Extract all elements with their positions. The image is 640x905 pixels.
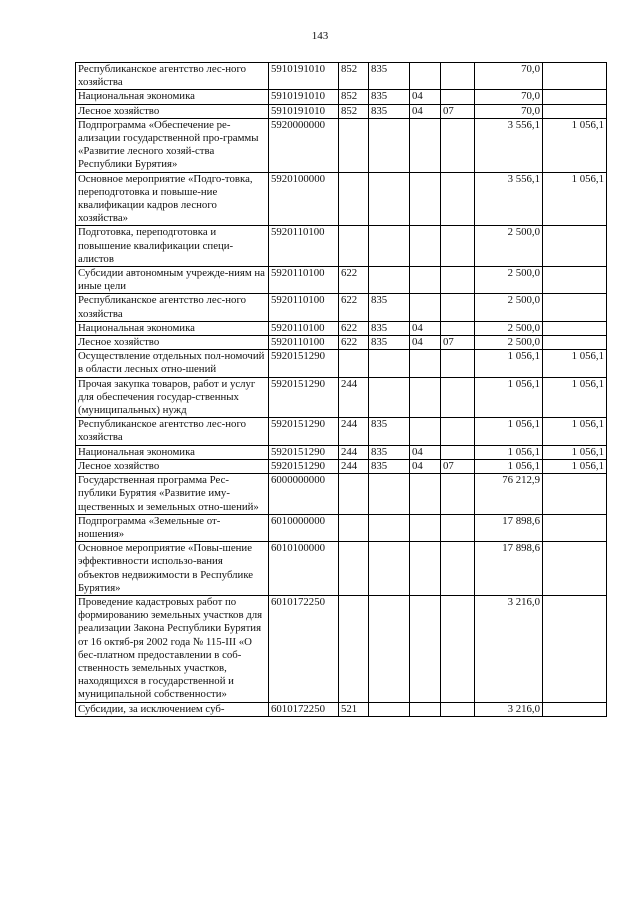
expense-type-cell bbox=[339, 542, 369, 596]
section-code-cell: 04 bbox=[410, 459, 441, 473]
section-code-cell bbox=[410, 63, 441, 90]
amount-cell: 3 216,0 bbox=[475, 702, 543, 716]
section-code-cell bbox=[410, 118, 441, 172]
subvention-amount-cell bbox=[543, 336, 607, 350]
amount-cell: 3 556,1 bbox=[475, 172, 543, 226]
target-article-cell: 5920151290 bbox=[269, 445, 339, 459]
row-name-cell: Субсидии, за исключением суб- bbox=[76, 702, 269, 716]
subvention-amount-cell bbox=[543, 104, 607, 118]
subvention-amount-cell bbox=[543, 595, 607, 702]
ministry-code-cell: 835 bbox=[369, 445, 410, 459]
expense-type-cell: 852 bbox=[339, 63, 369, 90]
expense-type-cell: 244 bbox=[339, 418, 369, 445]
table-row bbox=[76, 418, 607, 445]
subvention-amount-cell bbox=[543, 514, 607, 541]
target-article-cell: 6010000000 bbox=[269, 514, 339, 541]
table-row bbox=[76, 459, 607, 473]
ministry-code-cell bbox=[369, 542, 410, 596]
row-name-cell: Национальная экономика bbox=[76, 445, 269, 459]
row-name-cell: Лесное хозяйство bbox=[76, 459, 269, 473]
amount-cell: 17 898,6 bbox=[475, 542, 543, 596]
ministry-code-cell: 835 bbox=[369, 294, 410, 321]
table-row bbox=[76, 321, 607, 335]
table-row bbox=[76, 90, 607, 104]
table-row bbox=[76, 267, 607, 294]
ministry-code-cell: 835 bbox=[369, 104, 410, 118]
amount-cell: 2 500,0 bbox=[475, 336, 543, 350]
row-name-cell: Подпрограмма «Земельные от-ношения» bbox=[76, 514, 269, 541]
page-number: 143 bbox=[311, 30, 329, 42]
subsection-code-cell bbox=[441, 294, 475, 321]
target-article-cell: 5920110100 bbox=[269, 336, 339, 350]
ministry-code-cell bbox=[369, 702, 410, 716]
row-name-cell: Подпрограмма «Обеспечение ре-ализации государственной про-граммы «Развитие лесного хозяй-ства Республики Бурятия» bbox=[76, 118, 269, 172]
section-code-cell bbox=[410, 595, 441, 702]
target-article-cell: 5920110100 bbox=[269, 226, 339, 267]
expense-type-cell: 852 bbox=[339, 90, 369, 104]
ministry-code-cell bbox=[369, 474, 410, 515]
expense-type-cell: 244 bbox=[339, 377, 369, 418]
table-row bbox=[76, 377, 607, 418]
target-article-cell: 5910191010 bbox=[269, 90, 339, 104]
target-article-cell: 6010172250 bbox=[269, 702, 339, 716]
table-row bbox=[76, 702, 607, 716]
target-article-cell: 5910191010 bbox=[269, 63, 339, 90]
expense-type-cell bbox=[339, 172, 369, 226]
amount-cell: 2 500,0 bbox=[475, 321, 543, 335]
target-article-cell: 6010100000 bbox=[269, 542, 339, 596]
budget-table bbox=[75, 62, 607, 717]
target-article-cell: 5920151290 bbox=[269, 377, 339, 418]
expense-type-cell bbox=[339, 118, 369, 172]
ministry-code-cell bbox=[369, 267, 410, 294]
subvention-amount-cell bbox=[543, 63, 607, 90]
target-article-cell: 5920110100 bbox=[269, 321, 339, 335]
ministry-code-cell: 835 bbox=[369, 418, 410, 445]
row-name-cell: Субсидии автономным учрежде-ниям на иные цели bbox=[76, 267, 269, 294]
subsection-code-cell: 07 bbox=[441, 336, 475, 350]
amount-cell: 70,0 bbox=[475, 104, 543, 118]
subvention-amount-cell bbox=[543, 474, 607, 515]
subvention-amount-cell: 1 056,1 bbox=[543, 118, 607, 172]
ministry-code-cell bbox=[369, 172, 410, 226]
row-name-cell: Национальная экономика bbox=[76, 321, 269, 335]
subsection-code-cell bbox=[441, 350, 475, 377]
amount-cell: 76 212,9 bbox=[475, 474, 543, 515]
subsection-code-cell: 07 bbox=[441, 104, 475, 118]
amount-cell: 1 056,1 bbox=[475, 418, 543, 445]
subvention-amount-cell bbox=[543, 321, 607, 335]
subsection-code-cell bbox=[441, 63, 475, 90]
target-article-cell: 5920151290 bbox=[269, 459, 339, 473]
subvention-amount-cell bbox=[543, 542, 607, 596]
subsection-code-cell bbox=[441, 377, 475, 418]
expense-type-cell: 521 bbox=[339, 702, 369, 716]
subsection-code-cell bbox=[441, 418, 475, 445]
table-row bbox=[76, 350, 607, 377]
subvention-amount-cell: 1 056,1 bbox=[543, 350, 607, 377]
section-code-cell bbox=[410, 226, 441, 267]
section-code-cell: 04 bbox=[410, 104, 441, 118]
target-article-cell: 5920110100 bbox=[269, 294, 339, 321]
subvention-amount-cell: 1 056,1 bbox=[543, 459, 607, 473]
subsection-code-cell bbox=[441, 474, 475, 515]
expense-type-cell: 852 bbox=[339, 104, 369, 118]
amount-cell: 70,0 bbox=[475, 63, 543, 90]
section-code-cell bbox=[410, 172, 441, 226]
subsection-code-cell bbox=[441, 90, 475, 104]
section-code-cell bbox=[410, 294, 441, 321]
subvention-amount-cell: 1 056,1 bbox=[543, 418, 607, 445]
subvention-amount-cell bbox=[543, 226, 607, 267]
amount-cell: 2 500,0 bbox=[475, 294, 543, 321]
expense-type-cell: 622 bbox=[339, 294, 369, 321]
row-name-cell: Осуществление отдельных пол-номочий в области лесных отно-шений bbox=[76, 350, 269, 377]
expense-type-cell bbox=[339, 514, 369, 541]
ministry-code-cell bbox=[369, 350, 410, 377]
subvention-amount-cell: 1 056,1 bbox=[543, 445, 607, 459]
subsection-code-cell bbox=[441, 172, 475, 226]
amount-cell: 17 898,6 bbox=[475, 514, 543, 541]
section-code-cell: 04 bbox=[410, 90, 441, 104]
subvention-amount-cell: 1 056,1 bbox=[543, 172, 607, 226]
row-name-cell: Лесное хозяйство bbox=[76, 104, 269, 118]
table-row bbox=[76, 172, 607, 226]
ministry-code-cell: 835 bbox=[369, 336, 410, 350]
subsection-code-cell: 07 bbox=[441, 459, 475, 473]
section-code-cell bbox=[410, 474, 441, 515]
subsection-code-cell bbox=[441, 595, 475, 702]
subvention-amount-cell bbox=[543, 90, 607, 104]
row-name-cell: Республиканское агентство лес-ного хозяйства bbox=[76, 63, 269, 90]
row-name-cell: Основное мероприятие «Повы-шение эффективности использо-вания объектов недвижимости в Республике Бурятия» bbox=[76, 542, 269, 596]
table-row bbox=[76, 104, 607, 118]
expense-type-cell: 244 bbox=[339, 445, 369, 459]
target-article-cell: 5920000000 bbox=[269, 118, 339, 172]
subsection-code-cell bbox=[441, 702, 475, 716]
amount-cell: 1 056,1 bbox=[475, 350, 543, 377]
expense-type-cell: 622 bbox=[339, 321, 369, 335]
row-name-cell: Основное мероприятие «Подго-товка, переподготовка и повыше-ние квалификации кадров лесного хозяйства» bbox=[76, 172, 269, 226]
table-row bbox=[76, 514, 607, 541]
amount-cell: 1 056,1 bbox=[475, 377, 543, 418]
target-article-cell: 5920151290 bbox=[269, 418, 339, 445]
ministry-code-cell: 835 bbox=[369, 459, 410, 473]
subsection-code-cell bbox=[441, 445, 475, 459]
section-code-cell bbox=[410, 542, 441, 596]
table-row bbox=[76, 226, 607, 267]
amount-cell: 1 056,1 bbox=[475, 459, 543, 473]
subvention-amount-cell: 1 056,1 bbox=[543, 377, 607, 418]
row-name-cell: Республиканское агентство лес-ного хозяйства bbox=[76, 294, 269, 321]
expense-type-cell: 622 bbox=[339, 267, 369, 294]
subvention-amount-cell bbox=[543, 294, 607, 321]
subsection-code-cell bbox=[441, 542, 475, 596]
subsection-code-cell bbox=[441, 267, 475, 294]
subvention-amount-cell bbox=[543, 267, 607, 294]
section-code-cell bbox=[410, 377, 441, 418]
target-article-cell: 5920151290 bbox=[269, 350, 339, 377]
section-code-cell bbox=[410, 702, 441, 716]
row-name-cell: Проведение кадастровых работ по формированию земельных участков для реализации Закона Республики Бурятия от 16 октяб-ря 2002 года № 115-III «О бес-платном предоставлении в соб-ственность земельных участков, находящихся в государственной и муниципальной собственности» bbox=[76, 595, 269, 702]
section-code-cell bbox=[410, 350, 441, 377]
ministry-code-cell: 835 bbox=[369, 321, 410, 335]
expense-type-cell: 622 bbox=[339, 336, 369, 350]
table-row bbox=[76, 542, 607, 596]
target-article-cell: 6010172250 bbox=[269, 595, 339, 702]
table-row bbox=[76, 595, 607, 702]
target-article-cell: 5910191010 bbox=[269, 104, 339, 118]
expense-type-cell: 244 bbox=[339, 459, 369, 473]
amount-cell: 2 500,0 bbox=[475, 226, 543, 267]
ministry-code-cell bbox=[369, 595, 410, 702]
amount-cell: 1 056,1 bbox=[475, 445, 543, 459]
ministry-code-cell bbox=[369, 514, 410, 541]
row-name-cell: Национальная экономика bbox=[76, 90, 269, 104]
subsection-code-cell bbox=[441, 118, 475, 172]
expense-type-cell bbox=[339, 595, 369, 702]
section-code-cell: 04 bbox=[410, 336, 441, 350]
amount-cell: 70,0 bbox=[475, 90, 543, 104]
subsection-code-cell bbox=[441, 514, 475, 541]
amount-cell: 2 500,0 bbox=[475, 267, 543, 294]
ministry-code-cell: 835 bbox=[369, 63, 410, 90]
section-code-cell bbox=[410, 418, 441, 445]
section-code-cell: 04 bbox=[410, 321, 441, 335]
ministry-code-cell: 835 bbox=[369, 90, 410, 104]
target-article-cell: 5920110100 bbox=[269, 267, 339, 294]
target-article-cell: 6000000000 bbox=[269, 474, 339, 515]
table-row bbox=[76, 118, 607, 172]
section-code-cell: 04 bbox=[410, 445, 441, 459]
row-name-cell: Лесное хозяйство bbox=[76, 336, 269, 350]
row-name-cell: Государственная программа Рес-публики Бурятия «Развитие иму-щественных и земельных отно-шений» bbox=[76, 474, 269, 515]
row-name-cell: Республиканское агентство лес-ного хозяйства bbox=[76, 418, 269, 445]
table-row bbox=[76, 294, 607, 321]
row-name-cell: Подготовка, переподготовка и повышение квалификации специ-алистов bbox=[76, 226, 269, 267]
expense-type-cell bbox=[339, 226, 369, 267]
expense-type-cell bbox=[339, 350, 369, 377]
table-row bbox=[76, 474, 607, 515]
ministry-code-cell bbox=[369, 118, 410, 172]
subvention-amount-cell bbox=[543, 702, 607, 716]
target-article-cell: 5920100000 bbox=[269, 172, 339, 226]
expense-type-cell bbox=[339, 474, 369, 515]
section-code-cell bbox=[410, 267, 441, 294]
amount-cell: 3 556,1 bbox=[475, 118, 543, 172]
ministry-code-cell bbox=[369, 377, 410, 418]
table-row bbox=[76, 63, 607, 90]
subsection-code-cell bbox=[441, 321, 475, 335]
table-row bbox=[76, 445, 607, 459]
section-code-cell bbox=[410, 514, 441, 541]
amount-cell: 3 216,0 bbox=[475, 595, 543, 702]
table-row bbox=[76, 336, 607, 350]
ministry-code-cell bbox=[369, 226, 410, 267]
row-name-cell: Прочая закупка товаров, работ и услуг для обеспечения государ-ственных (муниципальных) нужд bbox=[76, 377, 269, 418]
subsection-code-cell bbox=[441, 226, 475, 267]
